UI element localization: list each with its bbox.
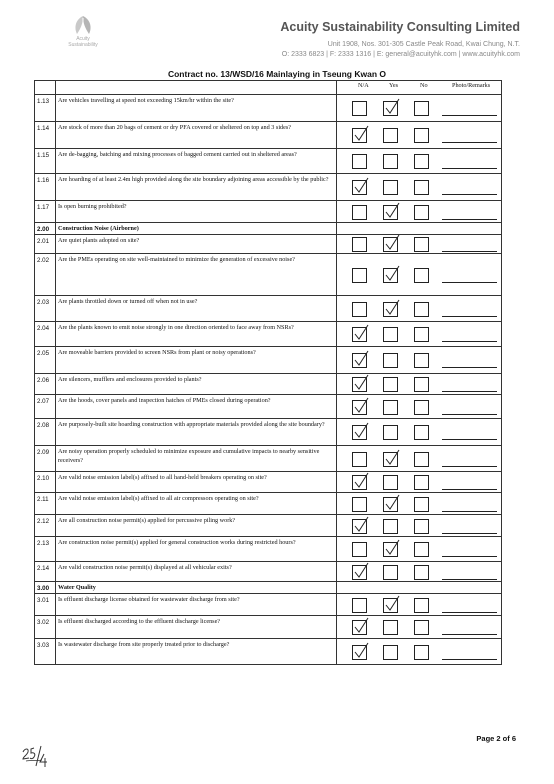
- answer-cell: [337, 419, 502, 446]
- leaf-icon: [71, 14, 95, 36]
- remarks-line[interactable]: [442, 556, 497, 557]
- item-description: Are all construction noise permit(s) applied for percussive piling work?: [55, 515, 336, 537]
- item-description: Are the PMEs operating on site well-maintained to minimize the generation of excessive noise?: [55, 254, 336, 296]
- checkbox-na[interactable]: [352, 154, 367, 169]
- checkbox-na[interactable]: [352, 598, 367, 613]
- item-description: Are quiet plants adopted on site?: [55, 235, 336, 254]
- item-description: Are valid construction noise permit(s) displayed at all vehicular exits?: [55, 562, 336, 582]
- checkmark-icon: [385, 234, 400, 252]
- checkmark-icon: [354, 472, 369, 490]
- checkbox-no[interactable]: [414, 268, 429, 283]
- answer-cell: [337, 639, 502, 665]
- remarks-line[interactable]: [442, 341, 497, 342]
- item-number: 1.16: [35, 174, 56, 201]
- checkbox-na[interactable]: [352, 645, 367, 660]
- remarks-line[interactable]: [442, 219, 497, 220]
- checkmark-icon: [385, 449, 400, 467]
- item-description: Are plants throttled down or turned off when not in use?: [55, 296, 336, 322]
- remarks-line[interactable]: [442, 282, 497, 283]
- answer-cell: [337, 254, 502, 296]
- item-number: 2.00: [35, 223, 56, 235]
- checkbox-na[interactable]: [352, 400, 367, 415]
- logo-text-line2: Sustainability: [68, 42, 98, 48]
- checkmark-icon: [385, 595, 400, 613]
- table-row: [35, 395, 502, 419]
- checkbox-no[interactable]: [414, 497, 429, 512]
- answer-cell: [337, 95, 502, 122]
- remarks-line[interactable]: [442, 115, 497, 116]
- table-row: [35, 95, 502, 122]
- item-description: Are the plants known to emit noise strongly in one direction oriented to face away from NSRs?: [55, 322, 336, 347]
- checklist-table: [34, 80, 502, 665]
- company-address: [282, 40, 520, 60]
- checkbox-no[interactable]: [414, 180, 429, 195]
- column-header-remarks: Photo/Remarks: [452, 82, 491, 89]
- item-number: 1.15: [35, 149, 56, 174]
- checkmark-icon: [385, 299, 400, 317]
- checkbox-yes[interactable]: [383, 598, 398, 613]
- checkmark-icon: [354, 617, 369, 635]
- column-header-na: N/A: [358, 82, 369, 89]
- checkbox-yes[interactable]: [383, 327, 398, 342]
- checkbox-na[interactable]: [352, 425, 367, 440]
- item-description: Are vehicles travelling at speed not exceeding 15km/hr within the site?: [55, 95, 336, 122]
- checkmark-icon: [354, 516, 369, 534]
- checkbox-na[interactable]: [352, 620, 367, 635]
- item-number: 2.14: [35, 562, 56, 582]
- table-row: [35, 594, 502, 616]
- contract-title: Contract no. 13/WSD/16 Mainlaying in Tseung Kwan O: [167, 69, 387, 79]
- checkbox-yes[interactable]: [383, 101, 398, 116]
- checkmark-icon: [354, 350, 369, 368]
- answer-cell: [337, 296, 502, 322]
- checkbox-no[interactable]: [414, 327, 429, 342]
- item-description: Are moveable barriers provided to screen NSRs from plant or noisy operations?: [55, 347, 336, 374]
- table-row: [35, 296, 502, 322]
- item-description: Is effluent discharge license obtained for wastewater discharge from site?: [55, 594, 336, 616]
- checkbox-no[interactable]: [414, 377, 429, 392]
- checkbox-na[interactable]: [352, 327, 367, 342]
- checkmark-icon: [385, 98, 400, 116]
- checkbox-na[interactable]: [352, 353, 367, 368]
- answer-cell: [337, 616, 502, 639]
- checkbox-yes[interactable]: [383, 519, 398, 534]
- checkbox-na[interactable]: [352, 497, 367, 512]
- table-row: [35, 562, 502, 582]
- item-number: 1.13: [35, 95, 56, 122]
- item-description: Are valid noise emission label(s) affixed to all air compressors operating on site?: [55, 493, 336, 515]
- checkbox-yes[interactable]: [383, 452, 398, 467]
- checkmark-icon: [354, 125, 369, 143]
- checkbox-na[interactable]: [352, 237, 367, 252]
- checkbox-yes[interactable]: [383, 400, 398, 415]
- remarks-line[interactable]: [442, 533, 497, 534]
- item-description: Construction Noise (Airborne): [55, 223, 336, 235]
- item-description: Is wastewater discharge from site properly treated prior to discharge?: [55, 639, 336, 665]
- checkbox-no[interactable]: [414, 205, 429, 220]
- checkbox-no[interactable]: [414, 237, 429, 252]
- item-number: 2.07: [35, 395, 56, 419]
- checkbox-yes[interactable]: [383, 425, 398, 440]
- answer-cell: [337, 562, 502, 582]
- remarks-line[interactable]: [442, 367, 497, 368]
- table-row: [35, 515, 502, 537]
- table-row: [35, 235, 502, 254]
- item-number: 2.04: [35, 322, 56, 347]
- checkbox-no[interactable]: [414, 154, 429, 169]
- checkbox-no[interactable]: [414, 101, 429, 116]
- item-description: Are hoarding of at least 2.4m high provided along the site boundary adjoining areas accessible by the public?: [55, 174, 336, 201]
- item-description: Are construction noise permit(s) applied for general construction works during restricted hours?: [55, 537, 336, 562]
- answer-cell: [337, 201, 502, 223]
- checkmark-icon: [354, 324, 369, 342]
- answer-cell: [337, 223, 502, 235]
- checkmark-icon: [354, 374, 369, 392]
- checkbox-yes[interactable]: [383, 302, 398, 317]
- checkbox-na[interactable]: [352, 302, 367, 317]
- checkbox-yes[interactable]: [383, 565, 398, 580]
- table-row: [35, 81, 502, 95]
- answer-cell: [337, 322, 502, 347]
- answer-cell: [337, 493, 502, 515]
- item-description: Are purposely-built site hoarding construction with appropriate materials provided along the site boundary?: [55, 419, 336, 446]
- remarks-line[interactable]: [442, 634, 497, 635]
- item-description: Water Quality: [55, 582, 336, 594]
- remarks-line[interactable]: [442, 194, 497, 195]
- checkmark-icon: [385, 202, 400, 220]
- checkbox-na[interactable]: [352, 452, 367, 467]
- table-row: [35, 374, 502, 395]
- checkbox-no[interactable]: [414, 645, 429, 660]
- remarks-line[interactable]: [442, 612, 497, 613]
- checkbox-na[interactable]: [352, 128, 367, 143]
- checkbox-na[interactable]: [352, 377, 367, 392]
- table-row: [35, 347, 502, 374]
- checkbox-na[interactable]: [352, 101, 367, 116]
- item-number: 2.13: [35, 537, 56, 562]
- checkbox-no[interactable]: [414, 302, 429, 317]
- item-description: [55, 81, 336, 95]
- checkbox-no[interactable]: [414, 128, 429, 143]
- item-number: 2.08: [35, 419, 56, 446]
- item-description: Are the hoods, cover panels and inspection hatches of PMEs closed during operation?: [55, 395, 336, 419]
- remarks-line[interactable]: [442, 316, 497, 317]
- item-number: 2.06: [35, 374, 56, 395]
- answer-cell: [337, 537, 502, 562]
- item-number: 2.02: [35, 254, 56, 296]
- table-row: [35, 254, 502, 296]
- section-row: [35, 582, 502, 594]
- checkbox-no[interactable]: [414, 565, 429, 580]
- item-description: Are valid noise emission label(s) affixed to all hand-held breakers operating on site?: [55, 472, 336, 493]
- answer-cell: [337, 235, 502, 254]
- remarks-line[interactable]: [442, 466, 497, 467]
- item-description: Is open burning prohibited?: [55, 201, 336, 223]
- letterhead: [0, 0, 554, 70]
- item-number: 2.03: [35, 296, 56, 322]
- checkmark-icon: [354, 642, 369, 660]
- answer-cell: [337, 149, 502, 174]
- table-row: [35, 493, 502, 515]
- remarks-line[interactable]: [442, 391, 497, 392]
- item-number: 2.12: [35, 515, 56, 537]
- checkbox-na[interactable]: [352, 205, 367, 220]
- table-row: [35, 174, 502, 201]
- page-number: Page 2 of 6: [476, 734, 516, 743]
- table-row: [35, 472, 502, 493]
- answer-cell: [337, 515, 502, 537]
- handwritten-signature: [20, 740, 50, 770]
- checkbox-yes[interactable]: [383, 237, 398, 252]
- checkmark-icon: [354, 422, 369, 440]
- checkbox-na[interactable]: [352, 180, 367, 195]
- address-line: Unit 1908, Nos. 301-305 Castle Peak Road, Kwai Chung, N.T.: [327, 41, 520, 48]
- checkbox-yes[interactable]: [383, 353, 398, 368]
- answer-cell: [337, 374, 502, 395]
- remarks-line[interactable]: [442, 142, 497, 143]
- remarks-line[interactable]: [442, 659, 497, 660]
- table-row: [35, 446, 502, 472]
- checkbox-na[interactable]: [352, 519, 367, 534]
- checkbox-yes[interactable]: [383, 205, 398, 220]
- checkmark-icon: [354, 397, 369, 415]
- checkbox-na[interactable]: [352, 542, 367, 557]
- checkbox-no[interactable]: [414, 353, 429, 368]
- item-number: 3.01: [35, 594, 56, 616]
- checkbox-yes[interactable]: [383, 475, 398, 490]
- company-logo: [50, 14, 116, 66]
- answer-cell: [337, 446, 502, 472]
- item-description: Is effluent discharged according to the effluent discharge license?: [55, 616, 336, 639]
- remarks-line[interactable]: [442, 511, 497, 512]
- checkbox-yes[interactable]: [383, 268, 398, 283]
- remarks-line[interactable]: [442, 414, 497, 415]
- checkbox-na[interactable]: [352, 565, 367, 580]
- answer-cell: [337, 347, 502, 374]
- checkbox-yes[interactable]: [383, 377, 398, 392]
- remarks-line[interactable]: [442, 579, 497, 580]
- checkbox-no[interactable]: [414, 452, 429, 467]
- item-number: 2.10: [35, 472, 56, 493]
- checkbox-no[interactable]: [414, 475, 429, 490]
- checkmark-icon: [385, 539, 400, 557]
- checkbox-yes[interactable]: [383, 154, 398, 169]
- item-number: 2.05: [35, 347, 56, 374]
- checkmark-icon: [385, 265, 400, 283]
- checkbox-yes[interactable]: [383, 645, 398, 660]
- remarks-line[interactable]: [442, 168, 497, 169]
- answer-cell: [337, 395, 502, 419]
- checkbox-na[interactable]: [352, 268, 367, 283]
- section-row: [35, 223, 502, 235]
- item-number: 2.01: [35, 235, 56, 254]
- column-header-yes: Yes: [389, 82, 399, 89]
- item-number: 2.09: [35, 446, 56, 472]
- table-row: [35, 419, 502, 446]
- checkbox-yes[interactable]: [383, 542, 398, 557]
- checkbox-no[interactable]: [414, 400, 429, 415]
- answer-cell: [337, 81, 502, 95]
- table-row: [35, 149, 502, 174]
- table-row: [35, 322, 502, 347]
- checkmark-icon: [354, 562, 369, 580]
- answer-cell: [337, 174, 502, 201]
- remarks-line[interactable]: [442, 489, 497, 490]
- item-description: Are silencers, mufflers and enclosures provided to plants?: [55, 374, 336, 395]
- checkmark-icon: [385, 494, 400, 512]
- table-row: [35, 639, 502, 665]
- item-number: 3.02: [35, 616, 56, 639]
- checkbox-no[interactable]: [414, 620, 429, 635]
- checkbox-yes[interactable]: [383, 180, 398, 195]
- answer-cell: [337, 122, 502, 149]
- logo-text-line1: Acuity: [76, 36, 90, 42]
- table-row: [35, 122, 502, 149]
- checkbox-yes[interactable]: [383, 497, 398, 512]
- checkmark-icon: [354, 177, 369, 195]
- remarks-line[interactable]: [442, 251, 497, 252]
- table-row: [35, 616, 502, 639]
- checkbox-yes[interactable]: [383, 620, 398, 635]
- answer-cell: [337, 472, 502, 493]
- checkbox-na[interactable]: [352, 475, 367, 490]
- answer-cell: [337, 582, 502, 594]
- company-name: Acuity Sustainability Consulting Limited: [280, 20, 520, 34]
- checkbox-no[interactable]: [414, 598, 429, 613]
- contact-line: O: 2333 6823 | F: 2333 1316 | E: general@acuityhk.com | www.acuityhk.com: [281, 51, 520, 58]
- item-number: 3.03: [35, 639, 56, 665]
- item-number: 1.17: [35, 201, 56, 223]
- item-number: 1.14: [35, 122, 56, 149]
- item-number: 2.11: [35, 493, 56, 515]
- remarks-line[interactable]: [442, 439, 497, 440]
- checkbox-no[interactable]: [414, 519, 429, 534]
- item-number: 3.00: [35, 582, 56, 594]
- column-header-no: No: [420, 82, 428, 89]
- table-row: [35, 201, 502, 223]
- answer-cell: [337, 594, 502, 616]
- checkbox-no[interactable]: [414, 542, 429, 557]
- item-description: Are stock of more than 20 bags of cement or dry PFA covered or sheltered on top and 3 sides?: [55, 122, 336, 149]
- item-description: Are noisy operation properly scheduled to minimize exposure and cumulative impacts to nearby sensitive receivers?: [55, 446, 336, 472]
- checkbox-yes[interactable]: [383, 128, 398, 143]
- item-description: Are de-bagging, batching and mixing processes of bagged cement carried out in sheltered areas?: [55, 149, 336, 174]
- item-number: [35, 81, 56, 95]
- table-row: [35, 537, 502, 562]
- checkbox-no[interactable]: [414, 425, 429, 440]
